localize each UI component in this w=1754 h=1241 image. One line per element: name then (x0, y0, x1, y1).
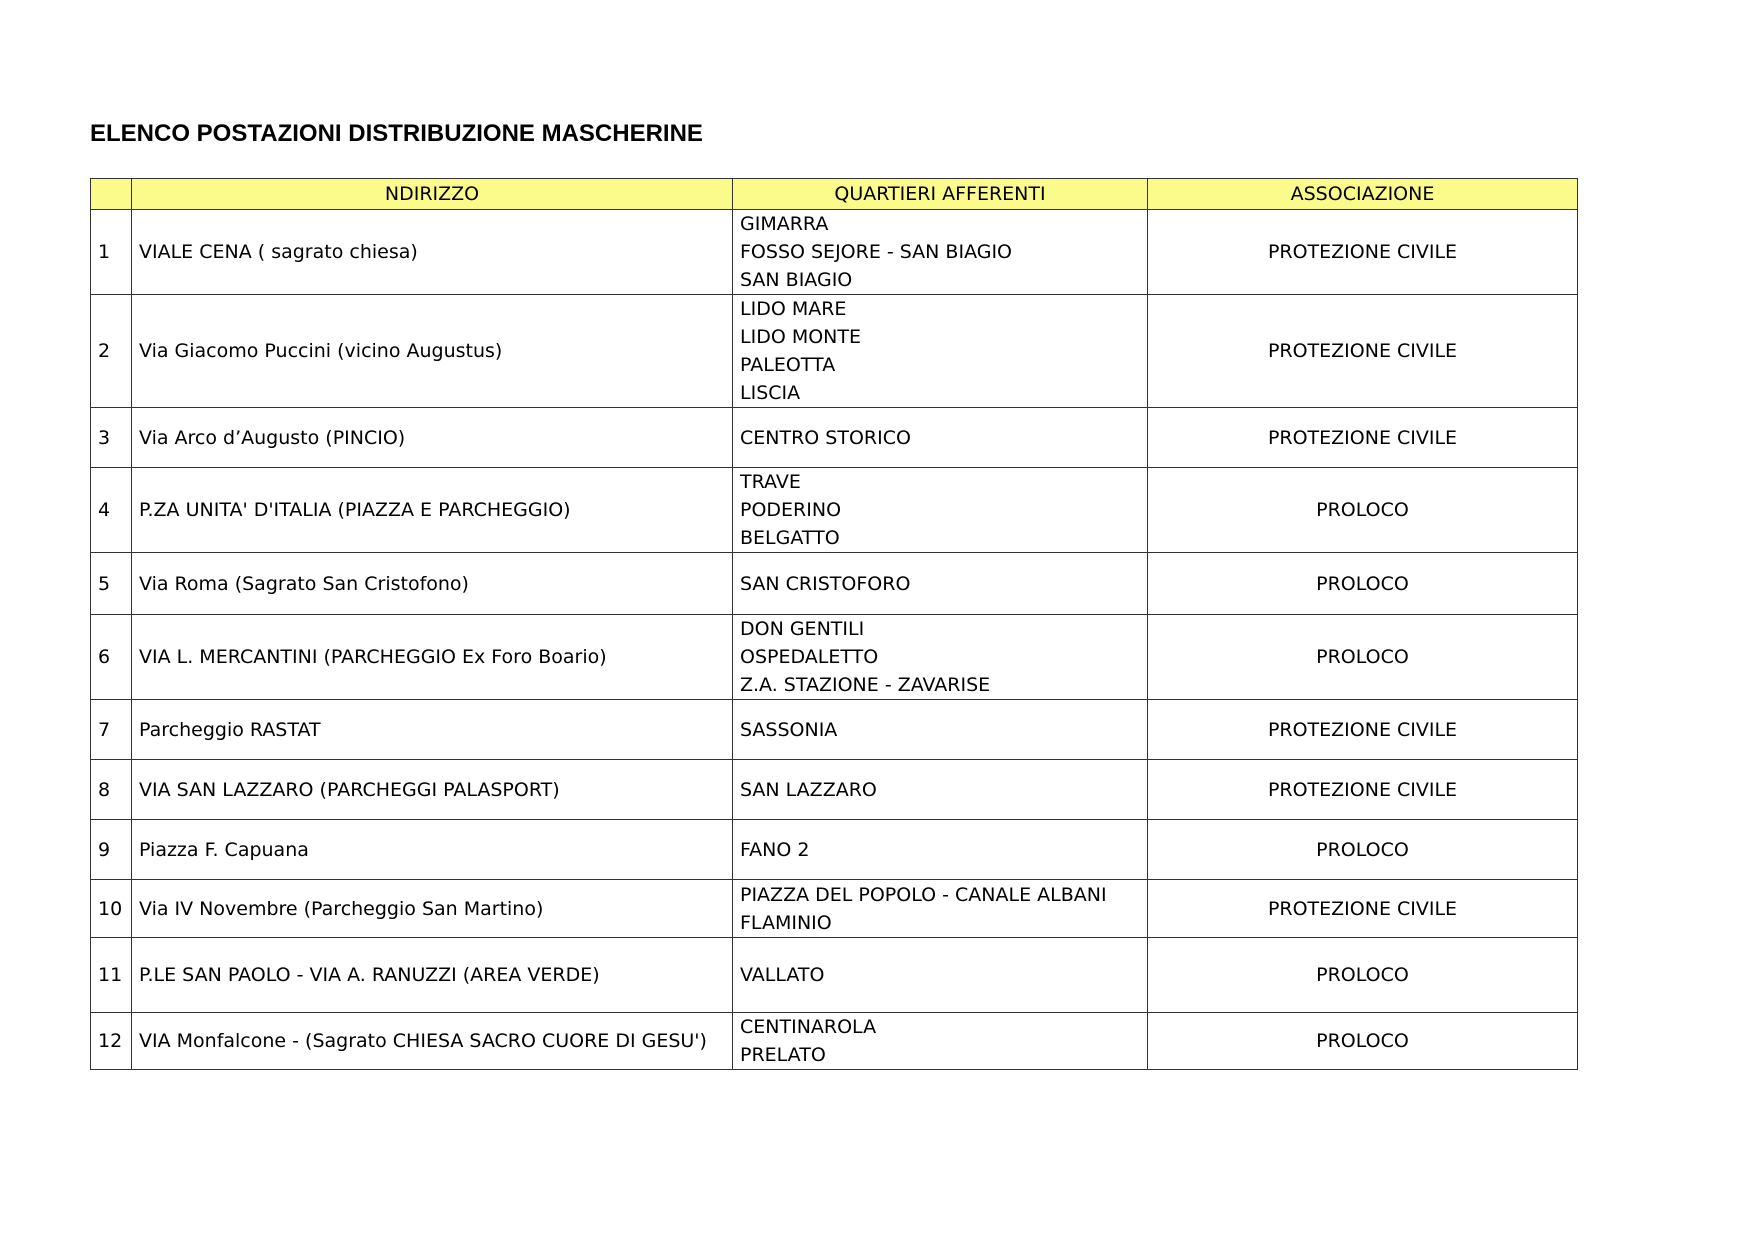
table-row (91, 468, 1578, 553)
quartiere-item: CENTINAROLA (740, 1016, 877, 1038)
quartiere-item: FOSSO SEJORE - SAN BIAGIO (740, 241, 1013, 263)
table-row (91, 880, 1578, 938)
row-associazione: PROLOCO (1148, 615, 1578, 700)
quartiere-item: DON GENTILI (740, 618, 865, 640)
table-header-row (91, 179, 1578, 210)
table-row (91, 408, 1578, 468)
table-row (91, 820, 1578, 880)
quartiere-item: BELGATTO (740, 527, 840, 549)
row-number: 2 (91, 295, 132, 408)
table-body (91, 210, 1578, 1070)
row-associazione: PROTEZIONE CIVILE (1148, 408, 1578, 468)
table-row (91, 615, 1578, 700)
row-associazione: PROTEZIONE CIVILE (1148, 700, 1578, 760)
quartiere-item: TRAVE (740, 471, 801, 493)
header-quartieri: QUARTIERI AFFERENTI (733, 179, 1148, 210)
table-row (91, 938, 1578, 1013)
quartiere-item: OSPEDALETTO (740, 646, 879, 668)
locations-table (90, 178, 1578, 1070)
row-number: 7 (91, 700, 132, 760)
row-associazione: PROTEZIONE CIVILE (1148, 295, 1578, 408)
row-quartieri (733, 210, 1148, 295)
row-associazione: PROLOCO (1148, 468, 1578, 553)
header-associazione: ASSOCIAZIONE (1148, 179, 1578, 210)
row-associazione: PROTEZIONE CIVILE (1148, 210, 1578, 295)
row-quartieri (733, 700, 1148, 760)
row-quartieri (733, 295, 1148, 408)
table-row (91, 760, 1578, 820)
row-address: Via Arco d’Augusto (PINCIO) (132, 408, 733, 468)
row-number: 4 (91, 468, 132, 553)
row-quartieri (733, 408, 1148, 468)
row-associazione: PROTEZIONE CIVILE (1148, 880, 1578, 938)
row-address: Via IV Novembre (Parcheggio San Martino) (132, 880, 733, 938)
row-quartieri (733, 938, 1148, 1013)
header-number (91, 179, 132, 210)
table-row (91, 553, 1578, 615)
row-address: Piazza F. Capuana (132, 820, 733, 880)
quartiere-item: VALLATO (740, 964, 825, 986)
quartiere-item: PODERINO (740, 499, 842, 521)
quartiere-item: FANO 2 (740, 838, 810, 861)
row-address: Parcheggio RASTAT (132, 700, 733, 760)
row-number: 6 (91, 615, 132, 700)
row-associazione: PROTEZIONE CIVILE (1148, 760, 1578, 820)
row-address: P.LE SAN PAOLO - VIA A. RANUZZI (AREA VERDE) (132, 938, 733, 1013)
quartiere-item: SAN LAZZARO (740, 778, 877, 801)
row-quartieri (733, 468, 1148, 553)
row-number: 12 (91, 1013, 132, 1070)
quartiere-item: SASSONIA (740, 718, 838, 741)
table-row (91, 700, 1578, 760)
quartiere-item: PRELATO (740, 1044, 826, 1066)
quartiere-item: LIDO MARE (740, 298, 847, 320)
quartiere-item: SAN BIAGIO (740, 269, 853, 291)
table-row (91, 295, 1578, 408)
row-number: 11 (91, 938, 132, 1013)
row-quartieri (733, 760, 1148, 820)
table-row (91, 210, 1578, 295)
header-address: NDIRIZZO (132, 179, 733, 210)
quartiere-item: Z.A. STAZIONE - ZAVARISE (740, 674, 991, 696)
row-number: 10 (91, 880, 132, 938)
row-address: VIALE CENA ( sagrato chiesa) (132, 210, 733, 295)
quartiere-item: LIDO MONTE (740, 326, 861, 348)
row-associazione: PROLOCO (1148, 820, 1578, 880)
row-associazione: PROLOCO (1148, 553, 1578, 615)
row-quartieri (733, 615, 1148, 700)
row-address: P.ZA UNITA' D'ITALIA (PIAZZA E PARCHEGGIO) (132, 468, 733, 553)
row-number: 5 (91, 553, 132, 615)
row-address: VIA Monfalcone - (Sagrato CHIESA SACRO CUORE DI GESU') (132, 1013, 733, 1070)
row-associazione: PROLOCO (1148, 1013, 1578, 1070)
row-associazione: PROLOCO (1148, 938, 1578, 1013)
document-title: ELENCO POSTAZIONI DISTRIBUZIONE MASCHERINE (90, 120, 703, 147)
quartiere-item: LISCIA (740, 382, 801, 404)
table-row (91, 1013, 1578, 1070)
row-number: 3 (91, 408, 132, 468)
row-quartieri (733, 1013, 1148, 1070)
row-address: Via Roma (Sagrato San Cristofono) (132, 553, 733, 615)
quartiere-item: PIAZZA DEL POPOLO - CANALE ALBANI (740, 883, 1107, 906)
row-number: 8 (91, 760, 132, 820)
row-number: 9 (91, 820, 132, 880)
row-quartieri (733, 553, 1148, 615)
row-quartieri (733, 880, 1148, 938)
quartiere-item: PALEOTTA (740, 354, 836, 376)
quartiere-item: CENTRO STORICO (740, 426, 911, 449)
quartiere-item: GIMARRA (740, 213, 829, 235)
row-address: VIA L. MERCANTINI (PARCHEGGIO Ex Foro Boario) (132, 615, 733, 700)
row-number: 1 (91, 210, 132, 295)
row-address: VIA SAN LAZZARO (PARCHEGGI PALASPORT) (132, 760, 733, 820)
quartiere-item: FLAMINIO (740, 911, 832, 934)
row-address: Via Giacomo Puccini (vicino Augustus) (132, 295, 733, 408)
row-quartieri (733, 820, 1148, 880)
quartiere-item: SAN CRISTOFORO (740, 572, 911, 595)
